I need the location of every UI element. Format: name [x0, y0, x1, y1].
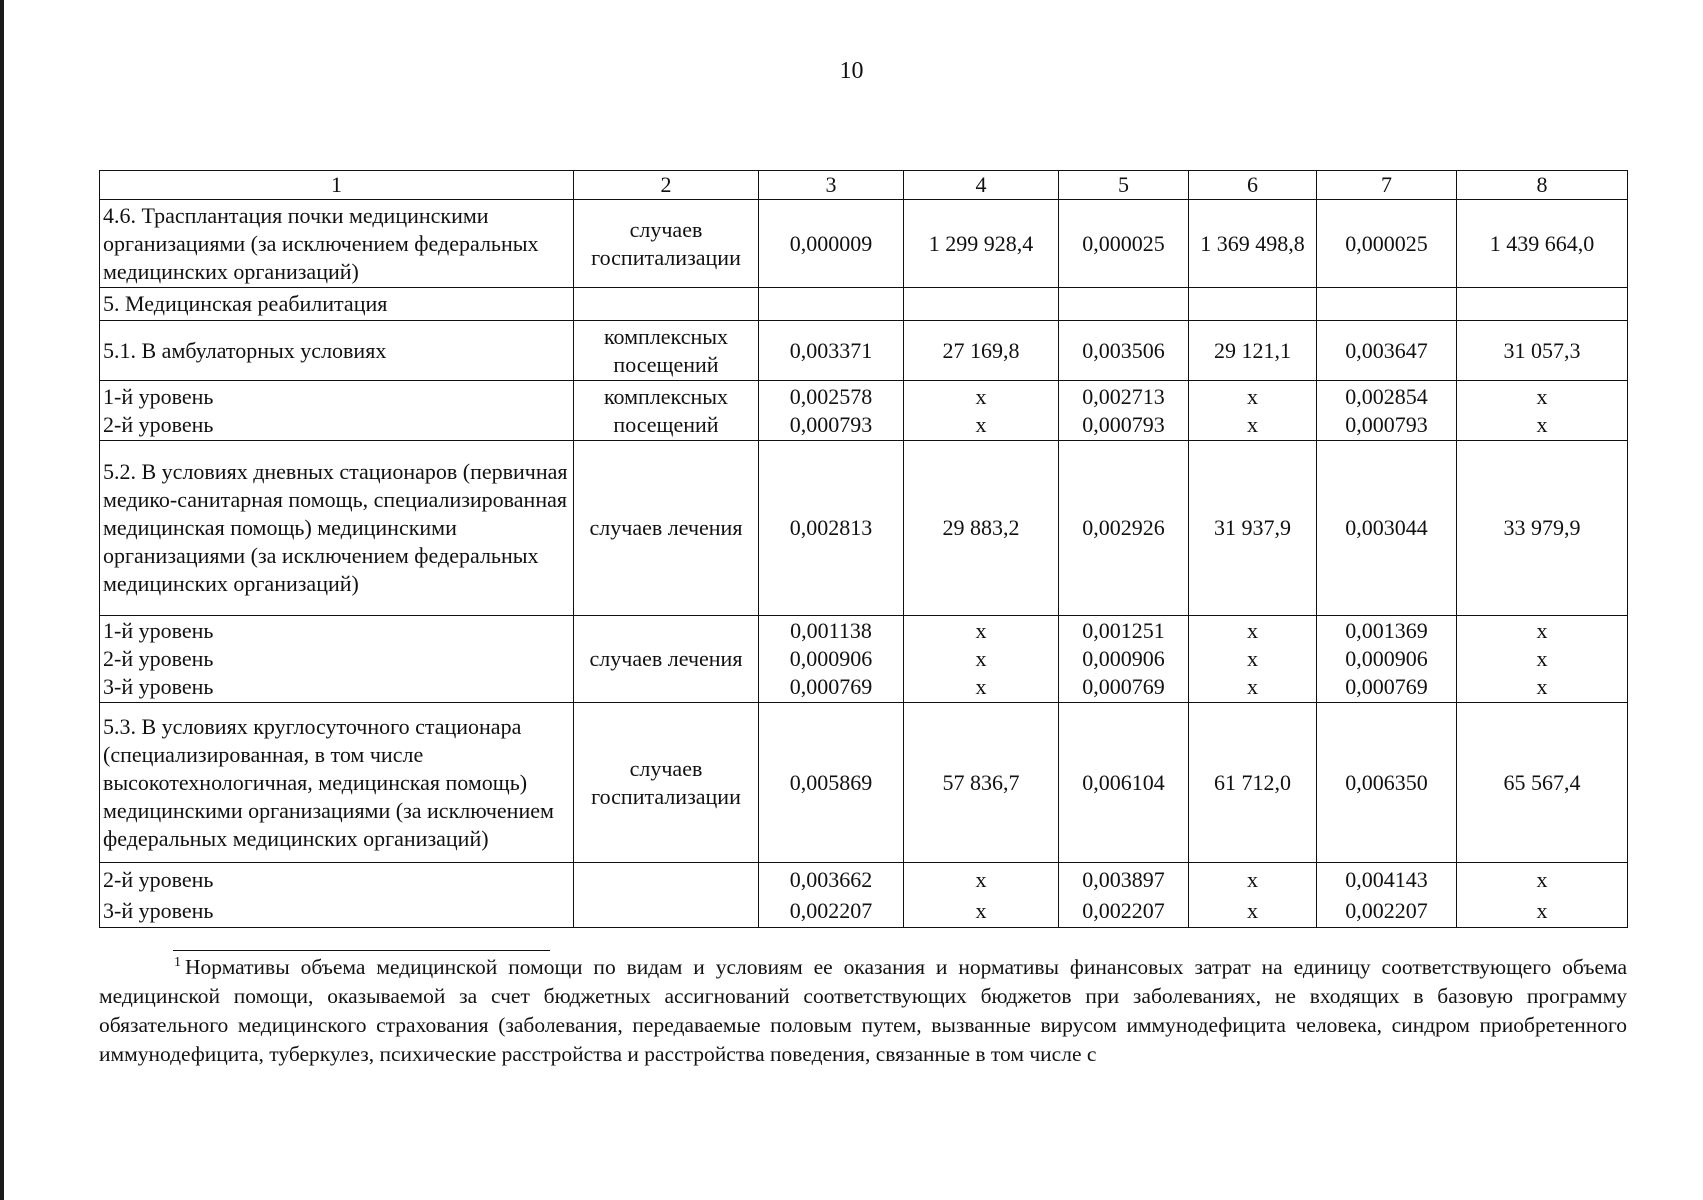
- level-value: х: [1536, 867, 1548, 892]
- value-cell: [759, 863, 904, 928]
- footnote-text: Нормативы объема медицинской помощи по видам и условиям ее оказания и нормативы финансовых затрат на единицу соответствующего объема медицинской помощи, оказываемой за счет бюджетных ассигнований соответствующих бюджетов при заболеваниях, не входящих в базовую программу обязательного медицинского страхования (заболевания, передаваемые половым путем, вызванные вирусом иммунодефицита человека, синдром приобретенного иммунодефицита, туберкулез, психические расстройства и расстройства поведения, связанные в том числе с: [99, 955, 1627, 1066]
- unit-cell: [574, 200, 759, 288]
- value-cell: [1189, 381, 1317, 441]
- value-cell: [1059, 863, 1189, 928]
- level-name: 3-й уровень: [103, 898, 214, 923]
- level-value: 0,000769: [1082, 674, 1165, 699]
- row-name: 5.1. В амбулаторных условиях: [100, 321, 574, 381]
- level-value: х: [975, 411, 987, 437]
- value-cell: [759, 381, 904, 441]
- level-value: 0,000906: [1082, 646, 1165, 671]
- value-cell: 0,006104: [1059, 703, 1189, 863]
- level-names: [100, 616, 574, 703]
- footnote: [99, 953, 1627, 1069]
- header-cell: 6: [1189, 171, 1317, 200]
- level-name: 2-й уровень: [103, 646, 214, 671]
- level-value: х: [1247, 867, 1258, 892]
- value-cell: 31 937,9: [1189, 441, 1317, 616]
- level-value: х: [1536, 411, 1548, 437]
- level-value: х: [975, 618, 987, 643]
- value-cell: [1457, 863, 1628, 928]
- level-value: 0,002713: [1082, 383, 1165, 409]
- header-cell: 2: [574, 171, 759, 200]
- level-value: 0,001138: [790, 618, 872, 643]
- header-cell: 7: [1317, 171, 1457, 200]
- unit-cell: [574, 321, 759, 381]
- table-row: [100, 703, 1628, 863]
- level-value: 0,002207: [789, 898, 873, 923]
- value-cell: 0,003647: [1317, 321, 1457, 381]
- level-value: х: [1247, 646, 1258, 671]
- value-cell: 1 369 498,8: [1189, 200, 1317, 288]
- table-row: [100, 321, 1628, 381]
- table-row: [100, 616, 1628, 703]
- level-name: 1-й уровень: [103, 618, 214, 643]
- level-value: 0,003897: [1082, 867, 1165, 892]
- level-value: 0,000793: [1345, 411, 1428, 437]
- level-value: х: [1247, 898, 1258, 923]
- footnote-separator: [173, 950, 550, 951]
- level-value: 0,002578: [789, 383, 873, 409]
- level-names: [100, 863, 574, 928]
- level-value: 0,000906: [789, 646, 873, 671]
- level-value: х: [1247, 674, 1258, 699]
- table-row: [100, 200, 1628, 288]
- value-cell: 0,005869: [759, 703, 904, 863]
- value-cell: [1059, 381, 1189, 441]
- level-value: 0,002207: [1345, 898, 1428, 923]
- value-cell: 0,003044: [1317, 441, 1457, 616]
- level-value: 0,000906: [1345, 646, 1428, 671]
- header-cell: 1: [100, 171, 574, 200]
- level-value: х: [975, 674, 987, 699]
- value-cell: 0,002926: [1059, 441, 1189, 616]
- value-cell: 29 883,2: [904, 441, 1059, 616]
- level-value: 0,001251: [1082, 618, 1165, 643]
- value-cell: 1 439 664,0: [1457, 200, 1628, 288]
- level-value: х: [1536, 898, 1548, 923]
- section-title: 5. Медицинская реабилитация: [100, 288, 574, 321]
- value-cell: 0,006350: [1317, 703, 1457, 863]
- value-cell: [1317, 381, 1457, 441]
- value-cell: [1317, 616, 1457, 703]
- unit-line: посещений: [613, 411, 719, 437]
- table-row: [100, 441, 1628, 616]
- header-cell: 4: [904, 171, 1059, 200]
- level-value: 0,000793: [789, 411, 873, 437]
- unit-cell: случаев лечения: [574, 616, 759, 703]
- header-cell: 8: [1457, 171, 1628, 200]
- value-cell: 0,000025: [1317, 200, 1457, 288]
- unit-cell: [574, 381, 759, 441]
- row-name: 4.6. Трасплантация почки медицинскими организациями (за исключением федеральных медицинских организаций): [100, 200, 574, 288]
- level-value: 0,000769: [789, 674, 873, 699]
- footnote-mark: 1: [174, 955, 181, 970]
- level-value: 0,002207: [1082, 898, 1165, 923]
- level-name: 1-й уровень: [103, 383, 214, 409]
- value-cell: [904, 863, 1059, 928]
- level-value: 0,001369: [1345, 618, 1428, 643]
- level-value: 0,003662: [789, 867, 873, 892]
- level-value: х: [975, 898, 987, 923]
- unit-line: случаев: [629, 216, 703, 242]
- level-value: х: [975, 867, 987, 892]
- level-name: 2-й уровень: [103, 867, 214, 892]
- header-row: [100, 171, 1628, 200]
- level-value: х: [975, 383, 987, 409]
- value-cell: [904, 381, 1059, 441]
- unit-cell: [574, 863, 759, 928]
- level-value: 0,002854: [1345, 383, 1428, 409]
- value-cell: [1189, 863, 1317, 928]
- level-value: х: [1536, 674, 1548, 699]
- norms-table: [99, 170, 1628, 928]
- level-value: х: [1536, 383, 1548, 409]
- value-cell: [1457, 616, 1628, 703]
- value-cell: 0,003506: [1059, 321, 1189, 381]
- level-value: х: [1247, 618, 1258, 643]
- value-cell: 1 299 928,4: [904, 200, 1059, 288]
- level-value: х: [975, 646, 987, 671]
- unit-line: случаев: [629, 755, 703, 781]
- value-cell: 61 712,0: [1189, 703, 1317, 863]
- value-cell: 0,000009: [759, 200, 904, 288]
- value-cell: 33 979,9: [1457, 441, 1628, 616]
- level-names: [100, 381, 574, 441]
- value-cell: 0,003371: [759, 321, 904, 381]
- value-cell: [1189, 616, 1317, 703]
- value-cell: 0,002813: [759, 441, 904, 616]
- value-cell: [1317, 863, 1457, 928]
- level-value: х: [1536, 646, 1548, 671]
- level-value: х: [1247, 411, 1258, 437]
- header-cell: 3: [759, 171, 904, 200]
- level-value: х: [1536, 618, 1548, 643]
- level-name: 2-й уровень: [103, 411, 214, 437]
- value-cell: 65 567,4: [1457, 703, 1628, 863]
- header-cell: 5: [1059, 171, 1189, 200]
- value-cell: [904, 616, 1059, 703]
- unit-line: комплексных: [603, 323, 729, 349]
- value-cell: 0,000025: [1059, 200, 1189, 288]
- level-value: 0,000793: [1082, 411, 1165, 437]
- table-row: [100, 381, 1628, 441]
- unit-line: комплексных: [603, 383, 729, 409]
- value-cell: 57 836,7: [904, 703, 1059, 863]
- row-name: 5.3. В условиях круглосуточного стационара (специализированная, в том числе высокотехнологичная, медицинская помощь) медицинскими организациями (за исключением федеральных медицинских организаций): [100, 703, 574, 863]
- level-name: 3-й уровень: [103, 674, 214, 699]
- value-cell: 29 121,1: [1189, 321, 1317, 381]
- value-cell: [759, 616, 904, 703]
- value-cell: [1457, 381, 1628, 441]
- level-value: 0,000769: [1345, 674, 1428, 699]
- table-row: [100, 863, 1628, 928]
- scan-left-edge: [0, 0, 4, 1200]
- value-cell: 31 057,3: [1457, 321, 1628, 381]
- page-number: 10: [839, 58, 864, 84]
- level-value: х: [1247, 383, 1258, 409]
- unit-line: госпитализации: [591, 783, 741, 809]
- table-row: [100, 288, 1628, 321]
- value-cell: [1059, 616, 1189, 703]
- unit-line: госпитализации: [591, 244, 741, 270]
- unit-line: посещений: [613, 351, 719, 377]
- value-cell: 27 169,8: [904, 321, 1059, 381]
- unit-cell: [574, 703, 759, 863]
- row-name: 5.2. В условиях дневных стационаров (первичная медико-санитарная помощь, специализированная медицинская помощь) медицинскими организациями (за исключением федеральных медицинских организаций): [100, 441, 574, 616]
- level-value: 0,004143: [1345, 867, 1428, 892]
- unit-cell: случаев лечения: [574, 441, 759, 616]
